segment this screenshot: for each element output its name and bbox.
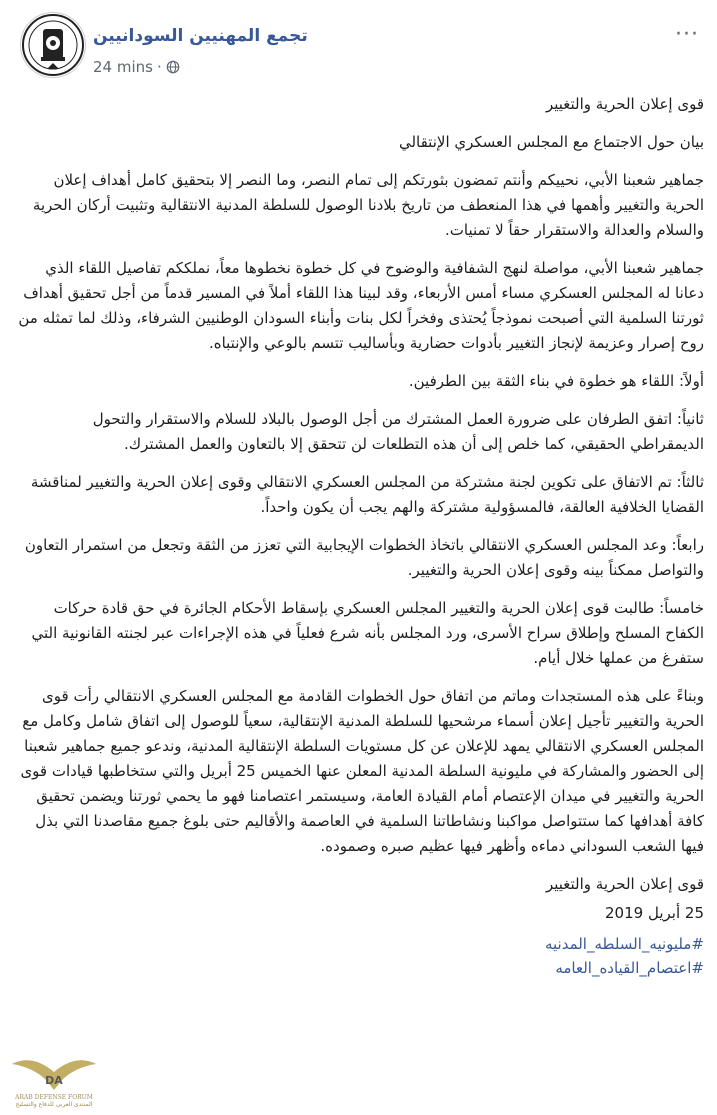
post-paragraph: بيان حول الاجتماع مع المجلس العسكري الإنتقالي bbox=[398, 133, 704, 151]
post-paragraph: ثالثاً: تم الاتفاق على تكوين لجنة مشتركة من المجلس العسكري الانتقالي وقوى إعلان الحرية والتغيير لمناقشة القضايا الخلافية العالقة، فالمسؤولية مشتركة والهم يجب أن يكون واحداً. bbox=[30, 473, 704, 516]
meta-separator: · bbox=[156, 58, 162, 76]
post-signature: قوى إعلان الحرية والتغيير bbox=[545, 875, 704, 893]
watermark-caption bbox=[8, 1094, 100, 1108]
globe-icon bbox=[166, 60, 180, 74]
more-options-button[interactable]: ··· bbox=[675, 22, 699, 47]
post-date: 25 أبريل 2019 bbox=[605, 904, 704, 922]
hashtag-link[interactable]: #اعتصام_القياده_العامه bbox=[555, 959, 704, 977]
post-header bbox=[0, 0, 717, 90]
association-logo-icon bbox=[21, 13, 85, 77]
post-paragraph: جماهير شعبنا الأبي، نحييكم وأنتم تمضون بثورتكم إلى تمام النصر، وما النصر إلا بتحقيق كامل أهداف إعلان الحرية والتغيير وأهمها في هذا المنعطف من تاريخ بلادنا الوصول للسلطة المدنية الانتقالية وتثبيت أركان الحرية والسلام والعدالة والاستقرار حقاً لا تمنيات. bbox=[32, 171, 704, 239]
post-timestamp[interactable]: 24 mins bbox=[93, 58, 153, 76]
post-paragraph: رابعاً: وعد المجلس العسكري الانتقالي باتخاذ الخطوات الإيجابية التي تعزز من الثقة وتجعل من استمرار التعاون والتواصل ممكناً بينه وقوى إعلان الحرية والتغيير. bbox=[24, 536, 704, 579]
hashtag-link[interactable]: #مليونيه_السلطه_المدنيه bbox=[544, 935, 704, 953]
post-paragraph: وبناءً على هذه المستجدات وماتم من اتفاق حول الخطوات القادمة مع المجلس العسكري الانتقالي رأت قوى الحرية والتغيير تأجيل إعلان أسماء مرشحيها للسلطة المدنية الإنتقالية، سعياً للوصول إلى اتفاق شامل وكامل مع المجلس العسكري الانتقالي يمهد للإعلان عن كل مستويات السلطة الإنتقالية المدنية، وندعو جميع جماهير شعبنا إلى الحضور والمشاركة في مليونية السلطة المدنية المعلن عنها الخميس 25 أبريل والتي ستخاطبها قيادات قوى الحرية والتغيير في ميدان الإعتصام أمام القيادة العامة، وسيستمر اعتصامنا فهو ما يحمي ثورتنا ويضمن تحقيق كافة أهدافها كما ستتواصل مواكبنا ونشاطاتنا السلمية في العاصمة والأقاليم حتى بلوغ جميع مقاصدنا التي بذل فيها الشعب السوداني دماءه وأظهر فيها عظيم صبره وصموده. bbox=[20, 687, 704, 855]
post-paragraph: قوى إعلان الحرية والتغيير bbox=[545, 95, 704, 113]
watermark-line-en: ARAB DEFENSE FORUM bbox=[15, 1094, 93, 1101]
post-meta bbox=[93, 58, 180, 76]
watermark bbox=[8, 1050, 100, 1112]
hashtag-list bbox=[18, 932, 704, 980]
post-paragraph: جماهير شعبنا الأبي، مواصلة لنهج الشفافية والوضوح في كل خطوة نخطوها معاً، نملككم تفاصيل اللقاء الذي دعانا له المجلس العسكري مساء أمس الأربعاء، وقد لبينا هذا اللقاء أملاً في المسير قدماً من أجل تحقيق أهداف ثورتنا السلمية التي أصبحت نموذجاً يُحتذى وفخراً لكل بنات وأبناء السودان الوطنيين الشرفاء، وذلك لما تمثله من روح إصرار وعزيمة لإنجاز التغيير بأدوات حضارية وبأساليب تتسم بالوعي والإنتباه. bbox=[18, 259, 704, 352]
page-avatar[interactable] bbox=[20, 12, 86, 78]
eagle-logo-icon bbox=[8, 1050, 100, 1096]
watermark-line-ar: المنتدى العربي للدفاع والتسليح bbox=[15, 1101, 93, 1108]
post-paragraph: ثانياً: اتفق الطرفان على ضرورة العمل المشترك من أجل الوصول بالبلاد للسلام والاستقرار والتحول الديمقراطي الحقيقي، كما خلص إلى أن هذه التطلعات لن تتحقق إلا بالتعاون والعمل المشترك. bbox=[92, 410, 704, 453]
post-paragraph: أولاً: اللقاء هو خطوة في بناء الثقة بين الطرفين. bbox=[408, 372, 704, 390]
watermark-logo-text: DA bbox=[45, 1074, 63, 1087]
post-text bbox=[18, 92, 704, 980]
post-paragraph: خامساً: طالبت قوى إعلان الحرية والتغيير المجلس العسكري بإسقاط الأحكام الجائرة في حق قادة حركات الكفاح المسلح وإطلاق سراح الأسرى، ورد المجلس بأنه شرع فعلياً في هذه الإجراءات عبر لجنته القانونية التي ستفرغ من عملها خلال أيام. bbox=[31, 599, 704, 667]
page-name-link[interactable]: تجمع المهنيين السودانيين bbox=[93, 26, 308, 46]
